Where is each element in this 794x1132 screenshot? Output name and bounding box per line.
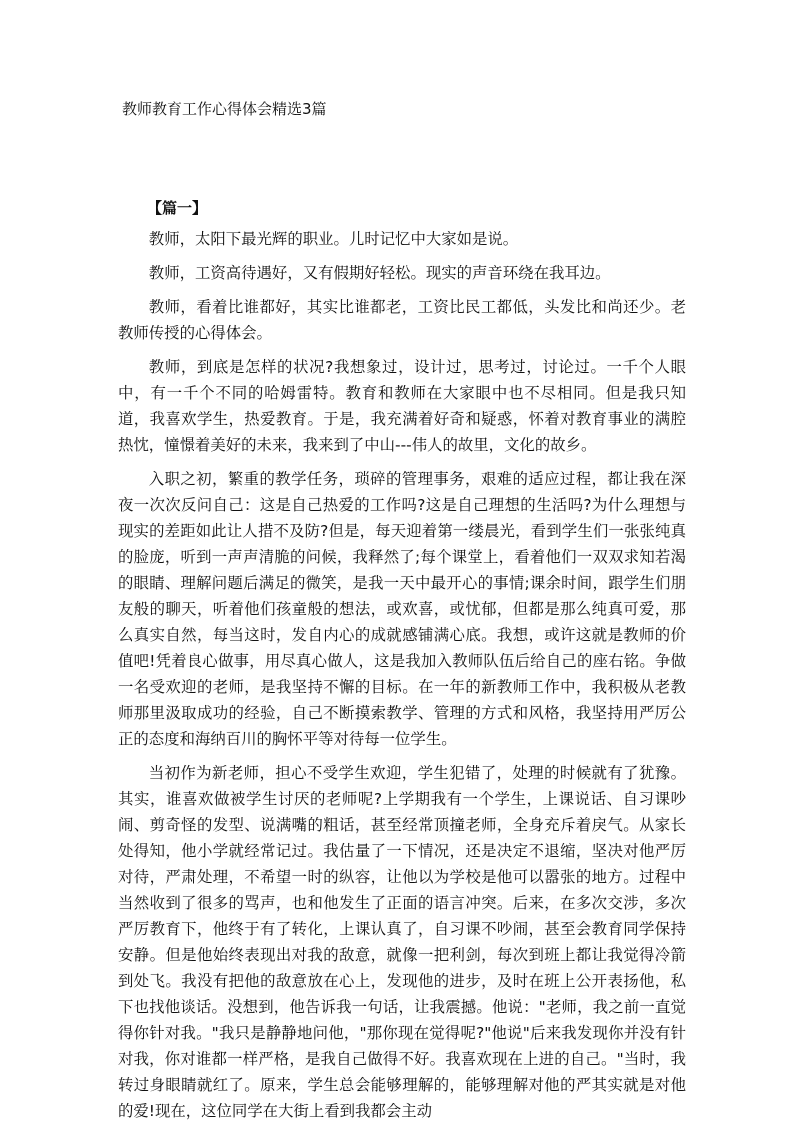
document-body [118, 226, 686, 1132]
document-title: 教师教育工作心得体会精选3篇 [122, 100, 327, 118]
paragraph: 教师，太阳下最光辉的职业。儿时记忆中大家如是说。 [148, 230, 519, 248]
paragraph: 入职之初，繁重的教学任务，琐碎的管理事务，艰难的适应过程，都让我在深夜一次次反问自己：这是自己热爱的工作吗?这是自己理想的生活吗?为什么理想与现实的差距如此让人措不及防?但是，每天迎着第一缕晨光，看到学生们一张张纯真的脸庞，听到一声声清脆的问候，我释然了;每个课堂上，看着他们一双双求知若渴的眼睛、理解问题后满足的微笑，是我一天中最开心的事情;课余时间，跟学生们朋友般的聊天，听着他们孩童般的想法，或欢喜，或忧郁，但都是那么纯真可爱，那么真实自然，每当这时，发自内心的成就感铺满心底。我想，或许这就是教师的价值吧!凭着良心做事，用尽真心做人，这是我加入教师队伍后给自己的座右铭。争做一名受欢迎的老师，是我坚持不懈的目标。在一年的新教师工作中，我积极从老教师那里汲取成功的经验，自己不断摸索教学、管理的方式和风格，我坚持用严厉公正的态度和海纳百川的胸怀平等对待每一位学生。 [118, 470, 686, 748]
paragraph: 教师，到底是怎样的状况?我想象过，设计过，思考过，讨论过。一千个人眼中，有一千个不同的哈姆雷特。教育和教师在大家眼中也不尽相同。但是我只知道，我喜欢学生，热爱教育。于是，我充满着好奇和疑惑，怀着对教育事业的满腔热忱，憧憬着美好的未来，我来到了中山---伟人的故里，文化的故乡。 [118, 358, 686, 454]
paragraph: 当初作为新老师，担心不受学生欢迎，学生犯错了，处理的时候就有了犹豫。其实，谁喜欢做被学生讨厌的老师呢?上学期我有一个学生，上课说话、自习课吵闹、剪奇怪的发型、说满嘴的粗话，甚至经常顶撞老师，全身充斥着戾气。从家长处得知，他小学就经常记过。我估量了一下情况，还是决定不退缩，坚决对他严厉对待，严肃处理，不希望一时的纵容，让他以为学校是他可以嚣张的地方。过程中当然收到了很多的骂声，也和他发生了正面的语言冲突。后来，在多次交涉，多次严厉教育下，他终于有了转化，上课认真了，自习课不吵闹，甚至会教育同学保持安静。但是他始终表现出对我的敌意，就像一把利剑，每次到班上都让我觉得冷箭到处飞。我没有把他的敌意放在心上，发现他的进步，及时在班上公开表扬他，私下也找他谈话。没想到，他告诉我一句话，让我震撼。他说："老师，我之前一直觉得你针对我。"我只是静静地问他，"那你现在觉得呢?"他说"后来我发现你并没有针对我，你对谁都一样严格，是我自己做得不好。我喜欢现在上进的自己。"当时，我转过身眼睛就红了。原来，学生总会能够理解的，能够理解对他的严其实就是对他的爱!现在，这位同学在大街上看到我都会主动 [118, 764, 686, 1120]
section-heading: 【篇一】 [147, 199, 208, 217]
paragraph: 教师，看着比谁都好，其实比谁都老，工资比民工都低，头发比和尚还少。老教师传授的心得体会。 [118, 298, 686, 342]
paragraph: 教师，工资高待遇好，又有假期好轻松。现实的声音环绕在我耳边。 [148, 264, 611, 282]
